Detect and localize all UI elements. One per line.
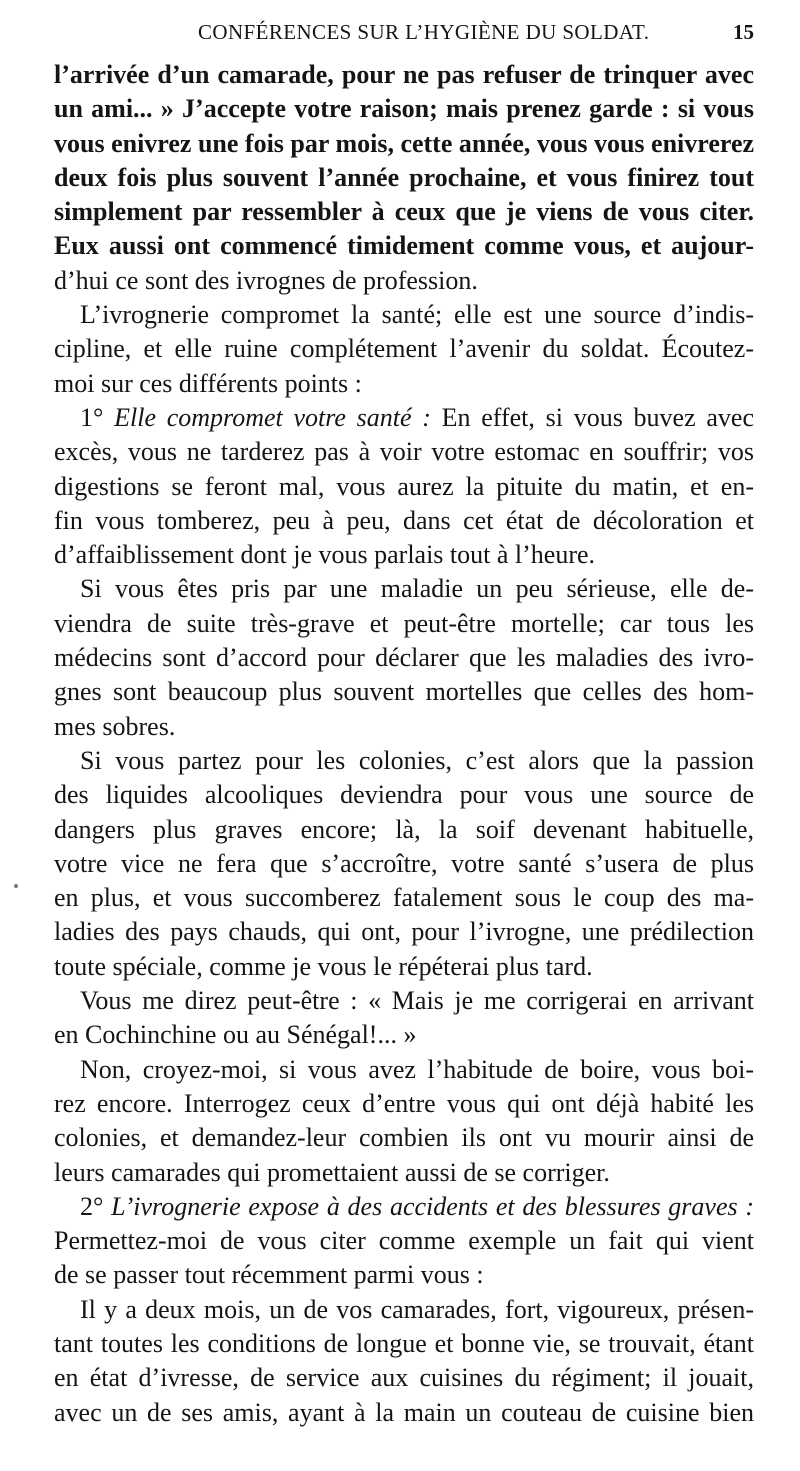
text-line: ladies des pays chauds, qui ont, pour l’ivrogne, une prédilection [54,917,754,947]
text-line: tant toutes les conditions de longue et bonne vie, se trouvait, étant [54,1328,754,1358]
text-line: cipline, et elle ruine complétement l’avenir du soldat. Écoutez- [54,334,754,364]
text-line: médecins sont d’accord pour déclarer que les maladies des ivro- [54,643,754,673]
text-line: en plus, et vous succomberez fatalement sous le coup des ma- [54,883,754,913]
text-line: rez encore. Interrogez ceux d’entre vous qui ont déjà habité les [54,1088,754,1118]
text-line: Eux aussi ont commencé timidement comme vous, et aujour- [54,231,754,261]
text-line: en Cochinchine ou au Sénégal!... » [54,1020,417,1050]
text-line: toute spéciale, comme je vous le répéterai plus tard. [54,951,593,981]
text-line: leurs camarades qui promettaient aussi de se corriger. [54,1157,610,1187]
text-line: d’hui ce sont des ivrognes de profession. [54,265,478,295]
list-marker: 2° [80,1191,112,1221]
text-line: deux fois plus souvent l’année prochaine, et vous finirez tout [54,162,754,192]
text-line [54,1190,754,1224]
text-line: dangers plus graves encore; là, la soif devenant habituelle, [54,814,754,844]
text-line: votre vice ne fera que s’accroître, votre santé s’usera de plus [54,848,754,878]
body-text [54,58,754,1430]
text-line: simplement par ressembler à ceux que je viens de vous citer. [54,197,754,227]
text-line: d’affaiblissement dont je vous parlais tout à l’heure. [54,540,596,570]
text-line: Vous me direz peut-être : « Mais je me corrigerai en arrivant [80,986,754,1016]
text-line [54,401,754,435]
text-line: Permettez-moi de vous citer comme exemple un fait qui vient [54,1226,754,1256]
list-marker: 1° [80,402,115,432]
text-line: moi sur ces différents points : [54,368,362,398]
text-line: viendra de suite très-grave et peut-être mortelle; car tous les [54,608,754,638]
text-line: colonies, et demandez-leur combien ils ont vu mourir ainsi de [54,1123,754,1153]
text-line: Si vous êtes pris par une maladie un peu sérieuse, elle de- [80,574,754,604]
text-line: l’arrivée d’un camarade, pour ne pas refuser de trinquer avec [54,60,754,89]
margin-speck [14,884,18,888]
text-line: en état d’ivresse, de service aux cuisines du régiment; il jouait, [54,1363,754,1393]
text-line: vous enivrez une fois par mois, cette année, vous vous enivrerez [54,128,755,158]
running-title: CONFÉRENCES SUR L’HYGIÈNE DU SOLDAT. [198,20,650,44]
text-line: Il y a deux mois, un de vos camarades, fort, vigoureux, présen- [80,1294,754,1324]
running-header [56,20,754,46]
text-line: fin vous tomberez, peu à peu, dans cet état de décoloration et [54,505,754,535]
text-line: digestions se feront mal, vous aurez la pituite du matin, et en- [54,471,754,501]
italic-heading: Elle compromet votre santé : [114,402,431,432]
text-line: L’ivrognerie compromet la santé; elle est une source d’indis- [80,300,754,330]
text-line: un ami... » J’accepte votre raison; mais prenez garde : si vous [54,94,754,124]
text-line: excès, vous ne tarderez pas à voir votre estomac en souffrir; vos [54,437,754,467]
page-number: 15 [733,20,754,44]
text-line: des liquides alcooliques deviendra pour vous une source de [54,780,754,810]
line-text: En effet, si vous buvez avec [430,402,754,432]
text-line: Non, croyez-moi, si vous avez l’habitude de boire, vous boi- [80,1054,754,1084]
text-line: avec un de ses amis, ayant à la main un couteau de cuisine bien [54,1397,754,1427]
text-line: Si vous partez pour les colonies, c’est alors que la passion [80,745,754,775]
text-line: mes sobres. [54,711,176,741]
text-line: de se passer tout récemment parmi vous : [54,1260,484,1290]
italic-heading: L’ivrognerie expose à des accidents et des blessures graves : [111,1191,754,1221]
text-line: gnes sont beaucoup plus souvent mortelles que celles des hom- [54,677,754,707]
